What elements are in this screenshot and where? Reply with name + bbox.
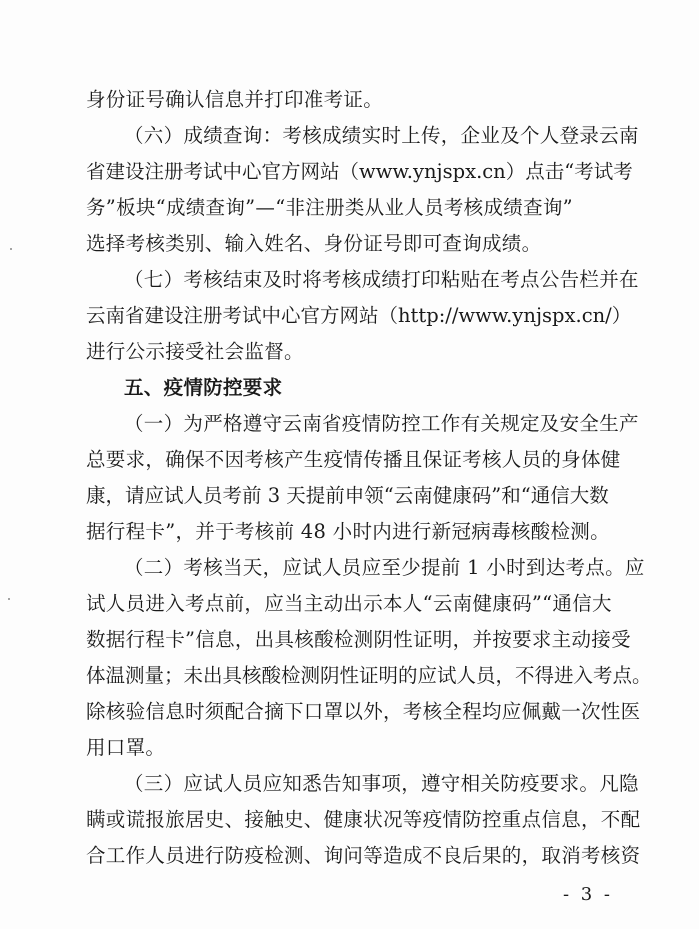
text-line: （二）考核当天，应试人员应至少提前 1 小时到达考点。应	[124, 556, 645, 579]
text-line: 合工作人员进行防疫检测、询问等造成不良后果的，取消考核资	[86, 844, 641, 867]
text-line: 试人员进入考点前，应当主动出示本人“云南健康码”“通信大	[86, 592, 612, 615]
text-line: 进行公示接受社会监督。	[86, 340, 304, 363]
text-line: （一）为严格遵守云南省疫情防控工作有关规定及安全生产	[124, 412, 639, 435]
text-line: 云南省建设注册考试中心官方网站（http://www.ynjspx.cn/）	[86, 304, 632, 327]
text-line: 总要求，确保不因考核产生疫情传播且保证考核人员的身体健	[86, 448, 621, 471]
section-heading: 五、疫情防控要求	[124, 376, 283, 399]
text-line: 除核验信息时须配合摘下口罩以外，考核全程均应佩戴一次性医	[86, 700, 641, 723]
text-line: 康，请应试人员考前 3 天提前申领“云南健康码”和“通信大数	[86, 484, 609, 507]
page-number: - 3 -	[562, 884, 613, 905]
text-line: （三）应试人员应知悉告知事项，遵守相关防疫要求。凡隐	[124, 772, 639, 795]
text-line: 务”板块“成绩查询”—“非注册类从业人员考核成绩查询”	[86, 196, 573, 219]
text-line: 瞒或谎报旅居史、接触史、健康状况等疫情防控重点信息，不配	[86, 808, 641, 831]
text-line: 体温测量；未出具核酸检测阴性证明的应试人员，不得进入考点。	[86, 664, 652, 687]
text-line: 选择考核类别、输入姓名、身份证号即可查询成绩。	[86, 232, 542, 255]
text-line: 据行程卡”，并于考核前 48 小时内进行新冠病毒核酸检测。	[86, 520, 610, 543]
scan-speck	[10, 248, 12, 250]
scan-speck	[8, 598, 10, 600]
text-line: 用口罩。	[86, 736, 166, 759]
text-line: （六）成绩查询：考核成绩实时上传，企业及个人登录云南	[124, 124, 639, 147]
text-line: 身份证号确认信息并打印准考证。	[86, 88, 384, 111]
text-line: 省建设注册考试中心官方网站（www.ynjspx.cn）点击“考试考	[86, 160, 633, 183]
text-line: （七）考核结束及时将考核成绩打印粘贴在考点公告栏并在	[124, 268, 639, 291]
text-line: 数据行程卡”信息，出具核酸检测阴性证明，并按要求主动接受	[86, 628, 631, 651]
